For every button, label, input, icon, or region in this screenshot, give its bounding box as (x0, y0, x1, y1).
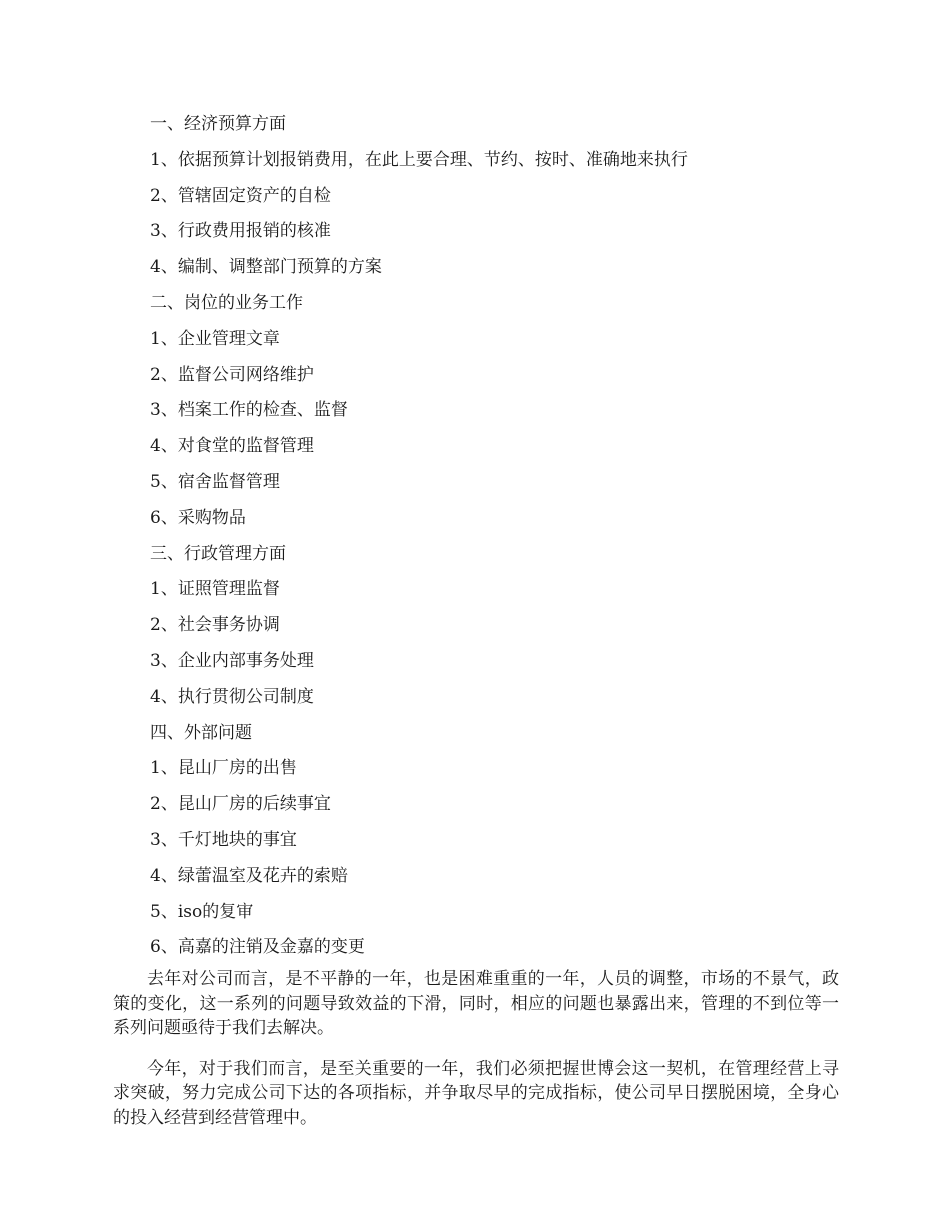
list-item: 3、千灯地块的事宜 (150, 829, 297, 850)
body-paragraphs (113, 967, 839, 1146)
section-heading: 四、外部问题 (150, 722, 252, 743)
list-item: 4、对食堂的监督管理 (150, 436, 314, 457)
list-item: 4、执行贯彻公司制度 (150, 686, 314, 707)
list-item: 3、行政费用报销的核准 (150, 221, 331, 242)
list-item: 1、昆山厂房的出售 (150, 758, 297, 779)
list-item: 3、企业内部事务处理 (150, 650, 314, 671)
list-item: 2、昆山厂房的后续事宜 (150, 794, 331, 815)
paragraph: 今年，对于我们而言，是至关重要的一年，我们必须把握世博会这一契机，在管理经营上寻求突破，努力完成公司下达的各项指标，并争取尽早的完成指标，使公司早日摆脱困境，全身心的投入经营到经营管理中。 (113, 1058, 839, 1128)
list-item: 6、高嘉的注销及金嘉的变更 (150, 937, 365, 958)
list-item: 2、监督公司网络维护 (150, 364, 314, 385)
list-item: 4、绿蕾温室及花卉的索赔 (150, 865, 348, 886)
list-item: 1、证照管理监督 (150, 579, 280, 600)
list-item: 5、iso的复审 (150, 901, 254, 922)
list-item: 3、档案工作的检查、监督 (150, 400, 348, 421)
section-heading: 三、行政管理方面 (150, 543, 286, 564)
list-item: 2、社会事务协调 (150, 615, 280, 636)
list-item: 2、管辖固定资产的自检 (150, 185, 331, 206)
list-item: 1、依据预算计划报销费用，在此上要合理、节约、按时、准确地来执行 (150, 149, 688, 170)
outline-list (150, 111, 850, 970)
list-item: 6、采购物品 (150, 507, 246, 528)
paragraph: 去年对公司而言，是不平静的一年，也是困难重重的一年，人员的调整，市场的不景气，政策的变化，这一系列的问题导致效益的下滑，同时，相应的问题也暴露出来，管理的不到位等一系列问题亟待于我们去解决。 (113, 969, 839, 1038)
list-item: 5、宿舍监督管理 (150, 471, 280, 492)
section-heading: 二、岗位的业务工作 (150, 292, 303, 313)
list-item: 1、企业管理文章 (150, 328, 280, 349)
section-heading: 一、经济预算方面 (150, 114, 286, 134)
list-item: 4、编制、调整部门预算的方案 (150, 257, 382, 278)
